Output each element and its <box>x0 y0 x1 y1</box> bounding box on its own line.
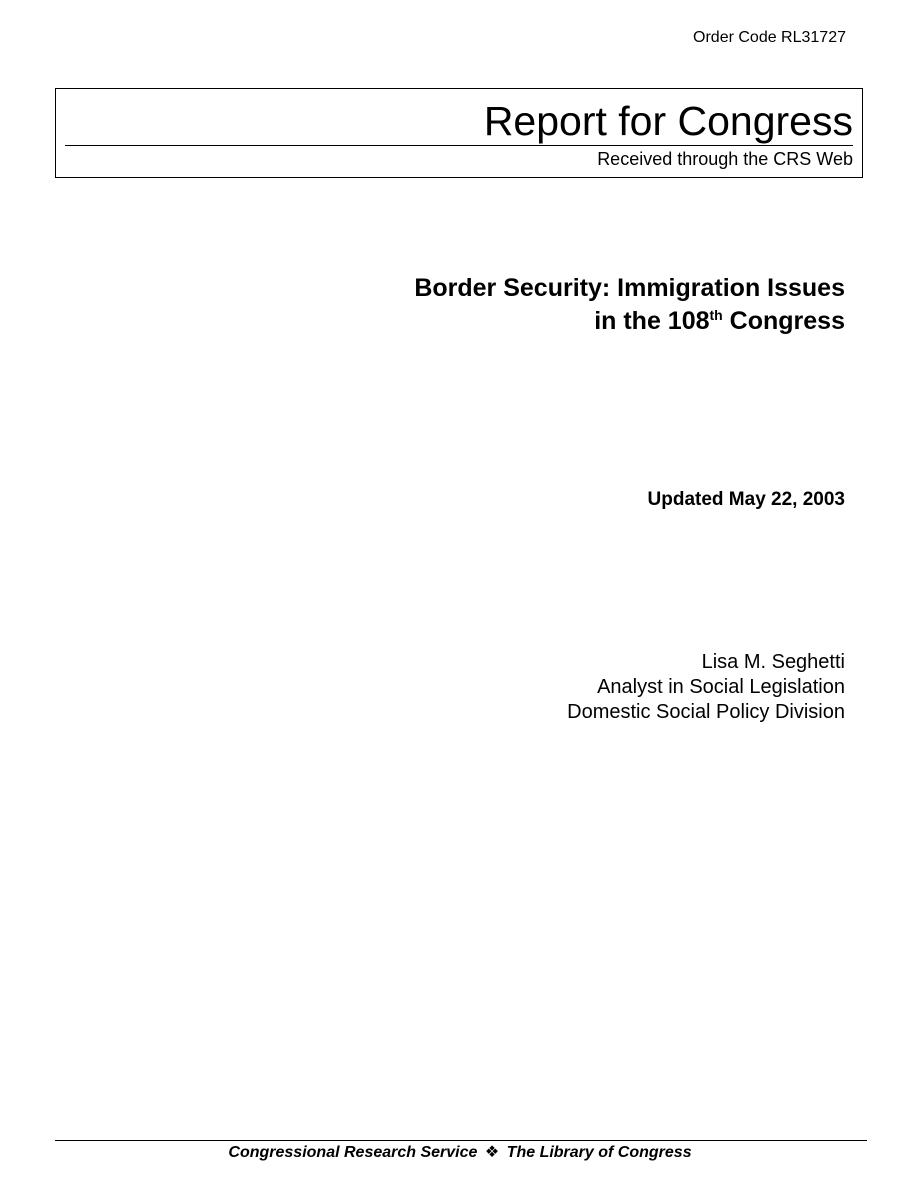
header-divider <box>65 145 853 146</box>
four-petal-diamond-icon: ❖ <box>484 1144 500 1161</box>
report-header-box <box>55 88 863 178</box>
report-title-line-1: Border Security: Immigration Issues <box>414 274 845 302</box>
header-subtitle: Received through the CRS Web <box>597 149 853 169</box>
author-position: Analyst in Social Legislation <box>597 676 845 698</box>
report-title-line-2-prefix: in the 108 <box>594 307 710 335</box>
author-name: Lisa M. Seghetti <box>701 651 845 673</box>
footer-organization: Congressional Research Service <box>228 1144 478 1161</box>
footer-library: The Library of Congress <box>506 1144 692 1161</box>
updated-date: Updated May 22, 2003 <box>647 489 845 510</box>
author-block <box>567 650 845 725</box>
report-title-line-2-suffix: Congress <box>722 307 845 335</box>
report-title <box>414 272 845 338</box>
report-title-ordinal-superscript: th <box>709 306 723 323</box>
report-title-line-2 <box>414 305 845 338</box>
order-code: Order Code RL31727 <box>693 29 846 46</box>
author-division: Domestic Social Policy Division <box>567 701 845 723</box>
header-title: Report for Congress <box>483 98 853 144</box>
footer <box>0 1143 920 1163</box>
footer-divider <box>55 1140 867 1141</box>
